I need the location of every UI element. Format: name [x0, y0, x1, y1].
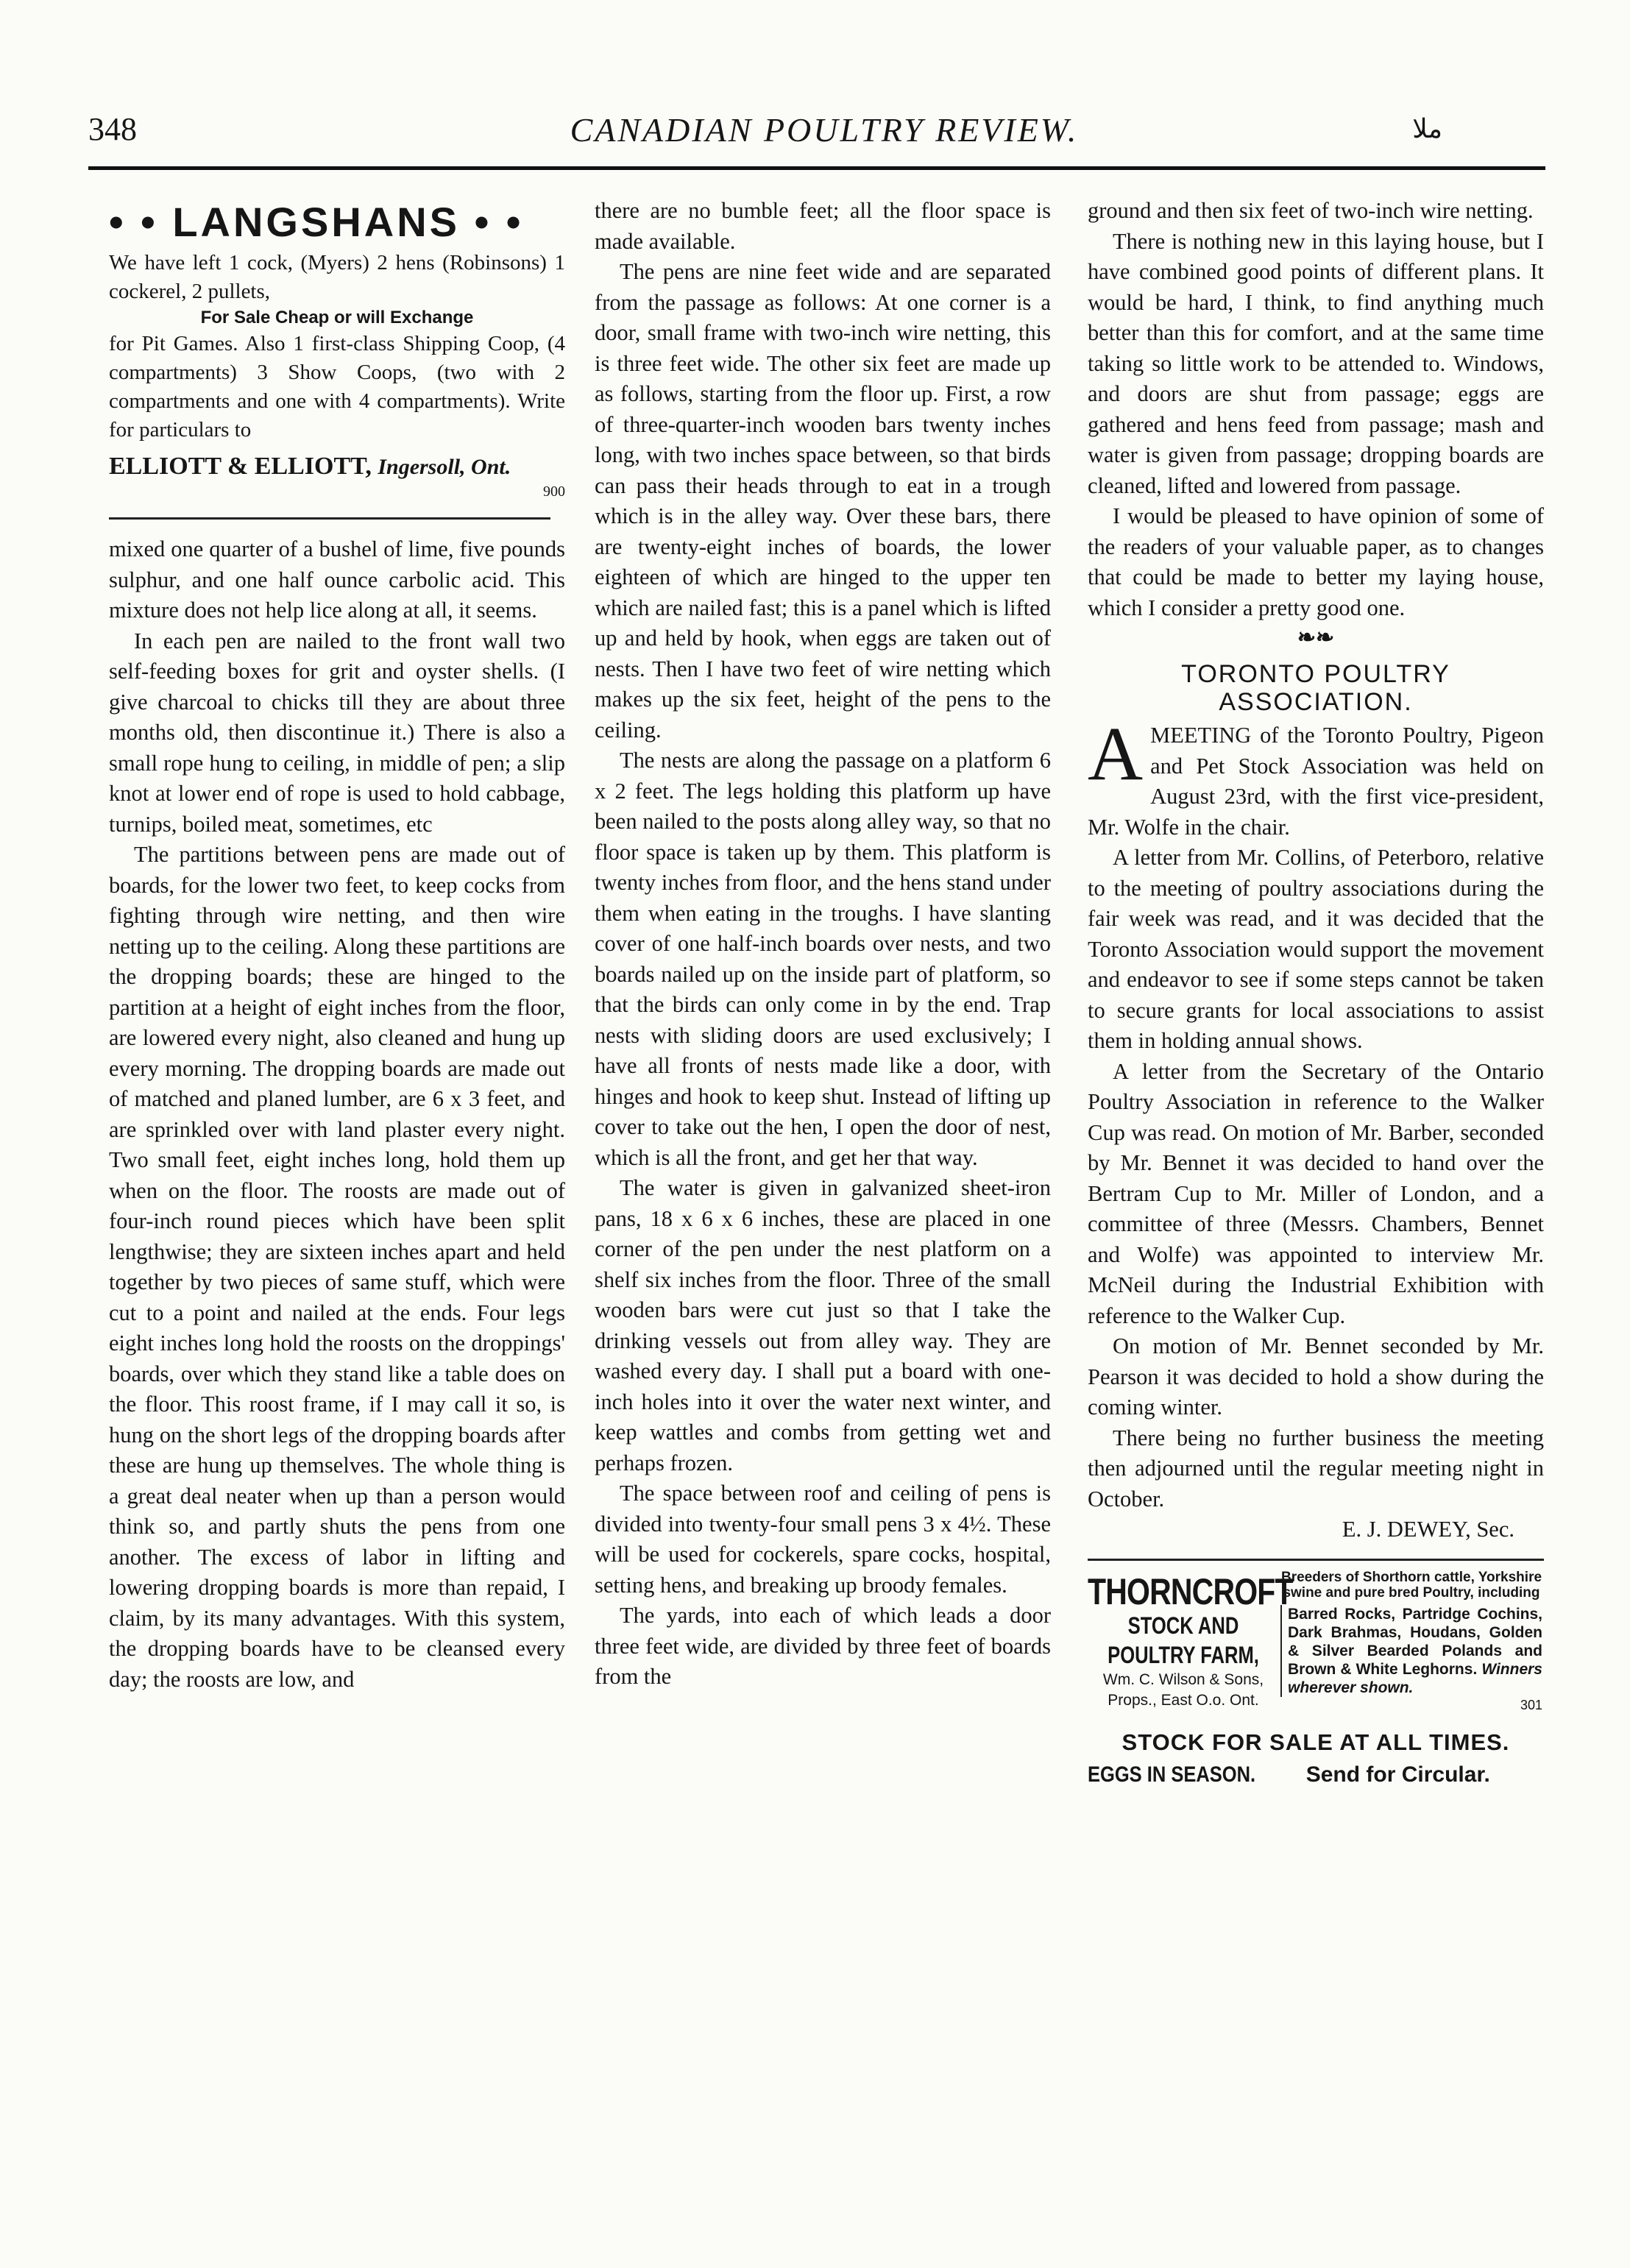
assoc-paragraph: On motion of Mr. Bennet seconded by Mr. Pearson it was decided to hold a show during the coming winter. — [1088, 1333, 1544, 1420]
langshans-line2: for Pit Games. Also 1 first-class Shipping Coop, (4 compartments) 3 Show Coops, (two with 2 compartments and one with 4 compartments). Write for particulars to — [109, 332, 565, 442]
thorncroft-right — [1280, 1570, 1542, 1713]
col2-paragraph: The yards, into each of which leads a door three feet wide, are divided by three feet of boards from the — [595, 1603, 1051, 1689]
langshans-location: Ingersoll, Ont. — [378, 455, 511, 479]
section-dingbat: ❧❧ — [1297, 626, 1335, 650]
langshans-advertiser: ELLIOTT & ELLIOTT, — [109, 453, 372, 480]
assoc-paragraph: A letter from the Secretary of the Ontario Poultry Association in reference to the Walker Cup was read. On motion of Mr. Barber, seconded by Mr. Bennet it was decided to hand over the Bertram Cup to Mr. Miller of London, and a committee of three (Messrs. Chambers, Bennet and Wolfe) was appointed to interview Mr. McNeil during the Industrial Exhibition with reference to the Walker Cup. — [1088, 1058, 1544, 1328]
thorncroft-breed-list: Barred Rocks, Partridge Cochins, Dark Brahmas, Houdans, Golden & Silver Bearded Polands and Brown & White Leghorns. — [1288, 1605, 1542, 1678]
col2-paragraph: there are no bumble feet; all the floor space is made available. — [595, 198, 1051, 254]
thorncroft-code: 301 — [1520, 1697, 1542, 1712]
thorncroft-ad — [1088, 1559, 1544, 1805]
assoc-paragraph: A letter from Mr. Collins, of Peterboro, relative to the meeting of poultry associations during the fair week was read, and it was decided that the Toronto Association would support the movement and endeavor to see if some steps cannot be taken to secure grants for local associations to assist them in holding annual shows. — [1088, 845, 1544, 1053]
thorncroft-sub2: POULTRY FARM, — [1108, 1641, 1259, 1668]
langshans-signature — [109, 450, 565, 483]
thorncroft-circular: Send for Circular. — [1305, 1762, 1490, 1787]
col2-paragraph: The water is given in galvanized sheet-iron pans, 18 x 6 x 6 inches, these are placed in one corner of the pen under the nest platform on a shelf six inches from the floor. Three of the small wooden bars were cut just so that I take the drinking vessels out from alley way. They are washed every day. I shall put a board with one-inch holes into it over the water next winter, and keep wattles and combs from getting wet and perhaps frozen. — [595, 1175, 1051, 1475]
journal-title: CANADIAN POULTRY REVIEW. — [570, 111, 1079, 149]
thorncroft-name: THORNCROFT — [1088, 1570, 1293, 1612]
assoc-first-paragraph — [1088, 712, 1544, 843]
page-header — [88, 110, 1560, 162]
thorncroft-props1: Wm. C. Wilson & Sons, — [1102, 1670, 1264, 1688]
thorncroft-winners: Winners wherever shown. — [1288, 1660, 1542, 1696]
thorncroft-props2: Props., East O.o. Ont. — [1108, 1691, 1259, 1709]
thorncroft-sub1: STOCK AND — [1127, 1612, 1239, 1639]
col1-paragraph: mixed one quarter of a bushel of lime, five pounds sulphur, and one half ounce carbolic acid. This mixture does not help lice along at all, it seems. — [109, 536, 565, 623]
thorncroft-left — [1088, 1570, 1293, 1711]
thorncroft-eggs-row — [1088, 1760, 1544, 1790]
column-rule — [109, 517, 550, 520]
drop-cap: A — [1088, 712, 1144, 796]
column-3 — [1088, 196, 1544, 1805]
col3-paragraph: There is nothing new in this laying house, but I have combined good points of different plans. It would be hard, I think, to find anything much better than this for comfort, and at the same time taking so little work to be attended to. Windows, and doors are shut from passage; eggs are gathered and hens feed from passage; mash and water is given from passage; dropping boards are cleaned, lifted and lowered from passage. — [1088, 228, 1544, 498]
section-title: TORONTO POULTRY ASSOCIATION. — [1181, 660, 1450, 716]
assoc-paragraph: There being no further business the meeting then adjourned until the regular meeting night in October. — [1088, 1425, 1544, 1512]
langshans-code: 900 — [543, 483, 565, 500]
col2-paragraph: The nests are along the passage on a platform 6 x 2 feet. The legs holding this platform up have been nailed to the posts along alley way, so that no floor space is taken up by them. This platform is twenty inches from floor, and the hens stand under them when eating in the troughs. I have slanting cover of one half-inch boards over nests, and two boards nailed up on the inside part of platform, so that the birds can only come in by the end. Trap nests with sliding doors are used exclusively; I have all fronts of nests made like a door, with hinges and hook to keep shut. Instead of lifting up cover to take out the hen, I open the door of nest, which is all the front, and get her that way. — [595, 748, 1051, 1170]
header-rule — [88, 166, 1545, 170]
langshans-ad — [109, 196, 565, 500]
ornament-mark: ملا — [1412, 114, 1442, 143]
column-1 — [109, 196, 565, 1695]
thorncroft-breeders: Breeders of Shorthorn cattle, Yorkshire swine and pure bred Poultry, including — [1280, 1569, 1542, 1601]
langshans-sale-note: For Sale Cheap or will Exchange — [200, 308, 474, 327]
column-2 — [595, 196, 1051, 1693]
col1-paragraph: The partitions between pens are made out of boards, for the lower two feet, to keep cocks from fighting through wire netting, and then wire netting up to the ceiling. Along these partitions are the dropping boards; these are hinged to the partition at a height of eight inches from the floor, are lowered every night, also cleaned and hung up every morning. The dropping boards are made out of matched and planed lumber, are 6 x 3 feet, and are sprinkled over with land plaster every night. Two small feet, eight inches long, hold them up when on the floor. The roosts are made out of four-inch round pieces which have been split lengthwise; they are sixteen inches apart and held together by two pieces of same stuff, which were cut to a point and nailed at the ends. Four legs eight inches long hold the roosts on the droppings' boards, over which they stand like a table does on the floor. This roost frame, if I may call it so, is hung on the short legs of the dropping boards after these are hung up themselves. The whole thing is a great deal neater when up than a person would think so, and partly shuts the pens from one another. The excess of labor in lifting and lowering dropping boards is more than repaid, I claim, by its many advantages. With this system, the dropping boards have to be cleansed every day; the roosts are low, and — [109, 842, 565, 1692]
page-number: 348 — [88, 111, 137, 147]
col3-paragraph: ground and then six feet of two-inch wire netting. — [1088, 198, 1534, 223]
assoc-first-text: MEETING of the Toronto Poultry, Pigeon and Pet Stock Association was held on August 23rd, with the first vice-president, Mr. Wolfe in the chair. — [1088, 723, 1544, 840]
secretary-signature: E. J. DEWEY, Sec. — [1342, 1517, 1514, 1542]
col3-paragraph: I would be pleased to have opinion of some of the readers of your valuable paper, as to changes that could be made to better my laying house, which I consider a pretty good one. — [1088, 503, 1544, 620]
langshans-heading: • • LANGSHANS • • — [109, 199, 524, 245]
thorncroft-eggs: EGGS IN SEASON. — [1088, 1762, 1256, 1787]
langshans-line1: We have left 1 cock, (Myers) 2 hens (Robinsons) 1 cockerel, 2 pullets, — [109, 251, 565, 303]
col2-paragraph: The pens are nine feet wide and are separated from the passage as follows: At one corner is a door, small frame with two-inch wire netting, this is three feet wide. The other six feet are made up as follows, starting from the floor up. First, a row of three-quarter-inch wooden bars twenty inches long, with two inches space between, so that birds can pass their heads through to eat in a trough which is in the alley way. Over these bars, there are twenty-eight inches of boards, the lower eighteen of which are hinged to the upper ten which are nailed fast; this is a panel which is lifted up and held by hook, when eggs are taken out of nests. Then I have two feet of wire netting which makes up the six feet, height of the pens to the ceiling. — [595, 259, 1051, 743]
col1-paragraph: In each pen are nailed to the front wall two self-feeding boxes for grit and oyster shells. (I give charcoal to chicks till they are about three months old, then discontinue it.) There is also a small rope hung to ceiling, in middle of pen; a slip knot at lower end of rope is used to hold cabbage, turnips, boiled meat, sometimes, etc — [109, 628, 565, 837]
thorncroft-stock-line: STOCK FOR SALE AT ALL TIMES. — [1121, 1729, 1510, 1755]
col2-paragraph: The space between roof and ceiling of pens is divided into twenty-four small pens 3 x 4½. These will be used for cockerels, spare cocks, hospital, setting hens, and breaking up broody females. — [595, 1481, 1051, 1598]
thorncroft-breeds — [1280, 1605, 1542, 1697]
